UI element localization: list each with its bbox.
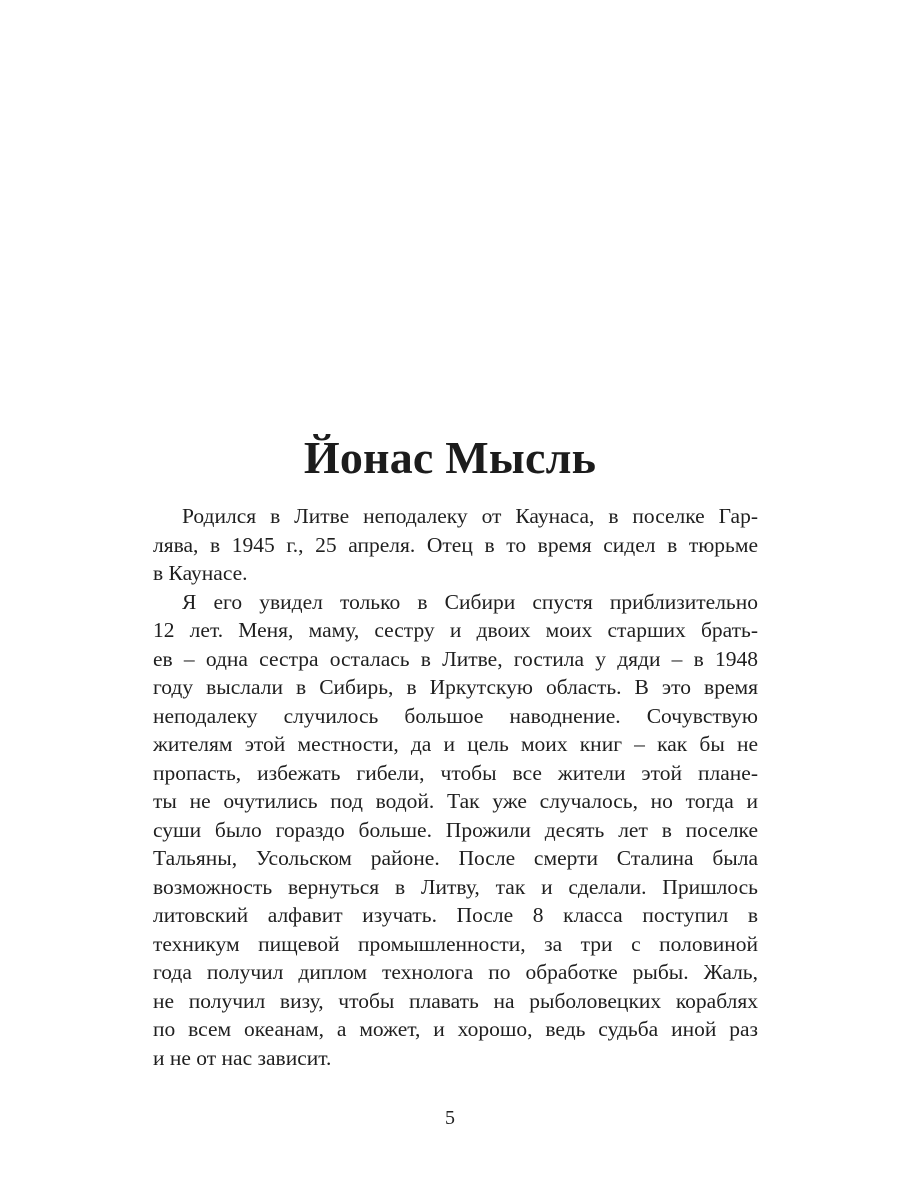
text-line: литовский алфавит изучать. После 8 класса поступил в [153, 903, 758, 927]
text-line: и не от нас зависит. [153, 1045, 332, 1070]
chapter-title: Йонас Мысль [303, 432, 597, 483]
text-line: году выслали в Сибирь, в Иркутскую область. В это время [153, 675, 758, 699]
text-line: Родился в Литве неподалеку от Каунаса, в поселке Гар- [182, 504, 758, 528]
body-text [153, 502, 758, 1072]
text-line: жителям этой местности, да и цель моих книг – как бы не [153, 732, 758, 756]
text-line: 12 лет. Меня, маму, сестру и двоих моих старших брать- [153, 618, 758, 642]
text-line: Я его увидел только в Сибири спустя приблизительно [182, 589, 758, 614]
text-line: в Каунасе. [153, 561, 248, 585]
text-line: лява, в 1945 г., 25 апреля. Отец в то время сидел в тюрьме [153, 532, 758, 557]
text-line: не получил визу, чтобы плавать на рыболовецких кораблях [153, 988, 758, 1013]
text-line: техникум пищевой промышленности, за три с половиной [153, 931, 758, 956]
text-line: возможность вернуться в Литву, так и сделали. Пришлось [153, 874, 758, 899]
text-line: суши было гораздо больше. Прожили десять лет в поселке [153, 817, 758, 842]
text-line: ты не очутились под водой. Так уже случалось, но тогда и [153, 789, 758, 813]
text-line: по всем океанам, а может, и хорошо, ведь судьба иной раз [153, 1017, 758, 1041]
page-number: 5 [445, 1107, 455, 1129]
text-line: года получил диплом технолога по обработке рыбы. Жаль, [153, 960, 758, 984]
text-line: ев – одна сестра осталась в Литве, гостила у дяди – в 1948 [153, 646, 758, 671]
text-line: Тальяны, Усольском районе. После смерти Сталина была [153, 846, 758, 870]
text-line: неподалеку случилось большое наводнение. Сочувствую [153, 703, 758, 728]
text-line: пропасть, избежать гибели, чтобы все жители этой плане- [153, 760, 758, 785]
